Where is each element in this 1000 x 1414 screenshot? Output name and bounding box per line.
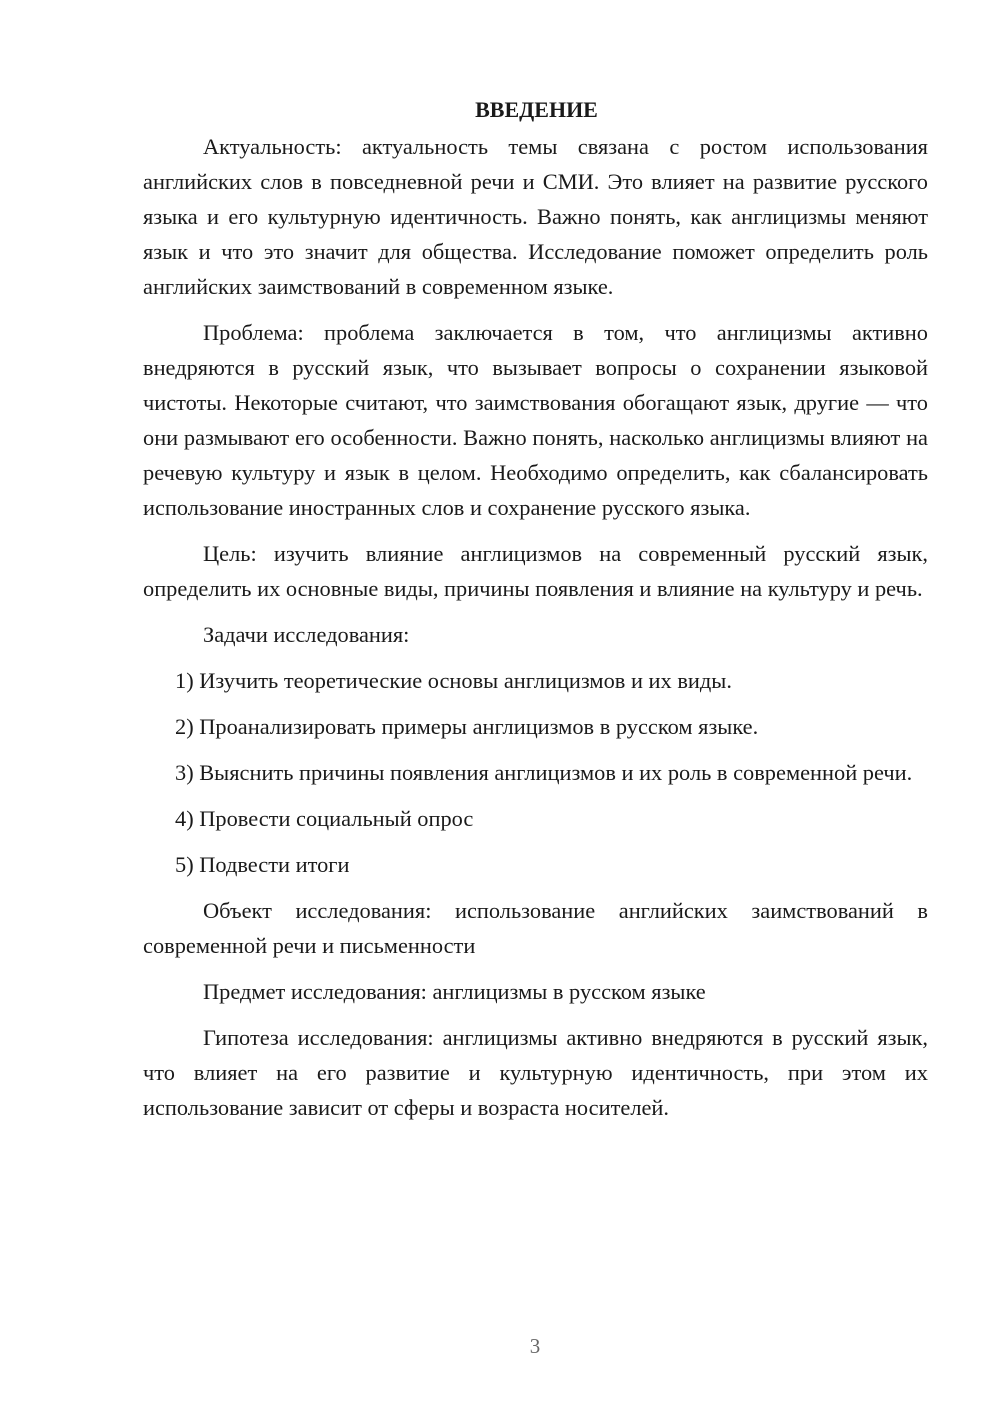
paragraph-relevance: Актуальность: актуальность темы связана с ростом использования английских слов в повседневной речи и СМИ. Это влияет на развитие русского языка и его культурную идентичность. Важно понять, как англицизмы меняют язык и что это значит для общества. Исследование поможет определить роль английских заимствований в современном языке. xyxy=(143,134,928,299)
paragraph-tasks-heading: Задачи исследования: xyxy=(203,622,410,647)
list-item-task-2: 2) Проанализировать примеры англицизмов в русском языке. xyxy=(175,714,759,739)
section-title: ВВЕДЕНИЕ xyxy=(475,97,598,122)
list-item-task-4: 4) Провести социальный опрос xyxy=(175,806,474,831)
paragraph-problem: Проблема: проблема заключается в том, что англицизмы активно внедряются в русский язык, что вызывает вопросы о сохранении языковой чистоты. Некоторые считают, что заимствования обогащают язык, другие — что они размывают его особенности. Важно понять, насколько англицизмы влияют на речевую культуру и язык в целом. Необходимо определить, как сбалансировать использование иностранных слов и сохранение русского языка. xyxy=(143,320,928,520)
list-item-task-5: 5) Подвести итоги xyxy=(175,852,350,877)
paragraph-goal: Цель: изучить влияние англицизмов на современный русский язык, определить их основные виды, причины появления и влияние на культуру и речь. xyxy=(143,541,928,601)
document-page xyxy=(143,92,928,1125)
paragraph-hypothesis: Гипотеза исследования: англицизмы активно внедряются в русский язык, что влияет на его развитие и культурную идентичность, при этом их использование зависит от сферы и возраста носителей. xyxy=(143,1025,928,1120)
paragraph-subject: Предмет исследования: англицизмы в русском языке xyxy=(203,979,706,1004)
paragraph-object: Объект исследования: использование английских заимствований в современной речи и письменности xyxy=(143,898,928,958)
list-item-task-3: 3) Выяснить причины появления англицизмов и их роль в современной речи. xyxy=(175,760,913,785)
page-number: 3 xyxy=(529,1334,541,1358)
list-item-task-1: 1) Изучить теоретические основы англицизмов и их виды. xyxy=(175,668,732,693)
